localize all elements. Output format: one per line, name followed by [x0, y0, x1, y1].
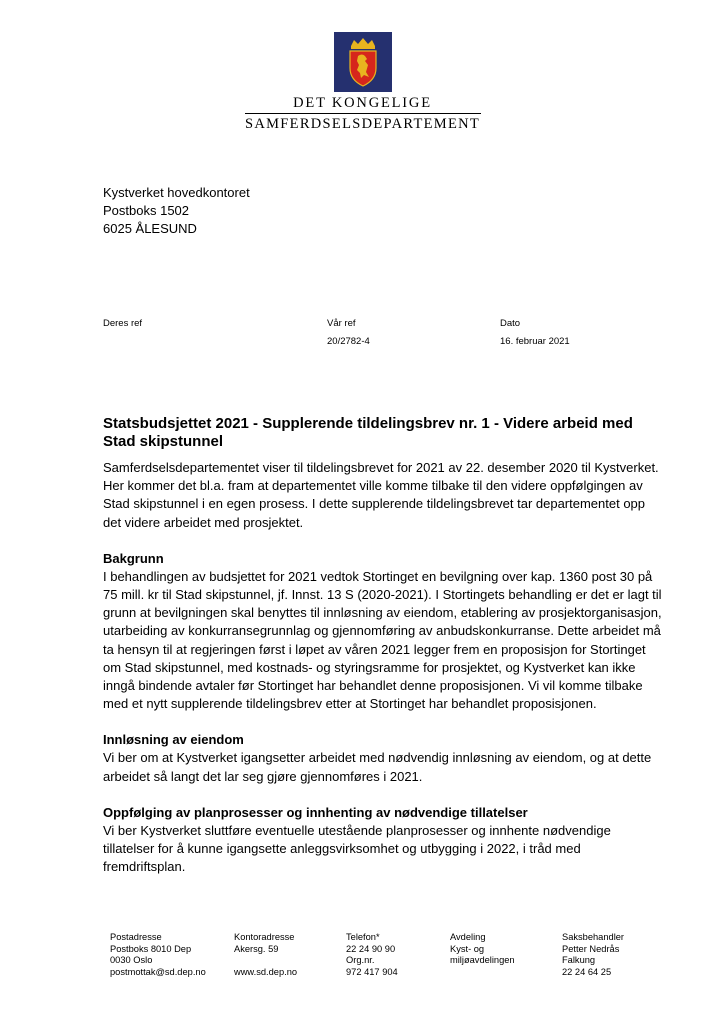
recipient-address: [103, 184, 250, 238]
section-text-planprosesser: Vi ber Kystverket sluttføre eventuelle utestående planprosesser og innhente nødvendige tillatelser for å kunne igangsette anleggsvirksomhet og utbygging i 2022, i tråd med fremdriftsplan.: [103, 822, 611, 875]
footer-telefon: [346, 932, 398, 978]
footer-telefon-label: Telefon*: [346, 932, 380, 942]
letterhead-divider: [245, 113, 481, 114]
coat-of-arms-icon: [334, 32, 392, 92]
letter-title: Statsbudsjettet 2021 - Supplerende tildelingsbrev nr. 1 - Videre arbeid med Stad skipstunnel: [103, 415, 633, 450]
footer-avdeling-line1: Kyst- og: [450, 943, 485, 954]
footer-kontoradresse: [234, 932, 297, 978]
date-value: 16. februar 2021: [500, 336, 570, 347]
section-heading-innlosning: Innløsning av eiendom: [103, 732, 244, 748]
section-heading-bakgrunn: Bakgrunn: [103, 550, 164, 566]
footer-avdeling: [450, 932, 515, 967]
date-label: Dato: [500, 318, 521, 329]
footer-website-link[interactable]: www.sd.dep.no: [234, 966, 298, 977]
recipient-postal: 6025 ÅLESUND: [103, 221, 197, 236]
department-name-line2: SAMFERDSELSDEPARTEMENT: [244, 116, 481, 132]
intro-paragraph: Samferdselsdepartementet viser til tildelingsbrevet for 2021 av 22. desember 2020 til Kystverket. Her kommer det bl.a. fram at departementet ville komme tilbake til den videre oppfølgingen av Stad skipstunnel i en egen prosess. I dette supplerende tildelingsbrevet tar departementet opp det videre arbeidet med prosjektet.: [103, 460, 659, 530]
letterhead: [0, 32, 725, 132]
footer-postadresse-line2: 0030 Oslo: [110, 955, 153, 965]
footer-saksbehandler-label: Saksbehandler: [562, 932, 625, 942]
footer-kontoradresse-label: Kontoradresse: [234, 932, 295, 942]
date-ref: [500, 318, 570, 348]
letter-body: [103, 415, 663, 876]
footer-avdeling-line2: miljøavdelingen: [450, 955, 515, 965]
section-text-bakgrunn: I behandlingen av budsjettet for 2021 vedtok Stortinget en bevilgning over kap. 1360 post 30 på 75 mill. kr til Stad skipstunnel, jf. Innst. 13 S (2020-2021). I Stortingets behandling er det er lagt til grunn at bevilgningen skal benyttes til innløsning av eiendom, etablering av prosjektorganisasjon, utarbeiding av konkurransegrunnlag og gjennomføring av anbudskonkurranse. Dette arbeidet må ta hensyn til at regjeringen først i løpet av våren 2021 legger frem en proposisjon for Stortinget om Stad skipstunnel, med kostnads- og styringsramme for prosjektet, og Kystverket kan ikke inngå bindende avtaler før Stortinget har behandlet denne proposisjonen. Vi vil komme tilbake med et nytt supplerende tildelingsbrev etter at Stortinget har behandlet proposisjonen.: [103, 568, 662, 712]
footer-saksbehandler: [562, 932, 624, 978]
section-text-innlosning: Vi ber om at Kystverket igangsetter arbeidet med nødvendig innløsning av eiendom, og at dette arbeidet så langt det lar seg gjøre gjennomføres i 2021.: [103, 750, 652, 784]
footer-orgnr-value: 972 417 904: [346, 966, 398, 977]
department-name-line1: DET KONGELIGE: [293, 95, 432, 111]
footer-postadresse-label: Postadresse: [110, 932, 162, 942]
footer-kontoradresse-spacer: [234, 955, 297, 967]
var-ref-label: Vår ref: [327, 318, 356, 329]
footer-saksbehandler-line1: Petter Nedrås: [562, 943, 620, 954]
section-heading-planprosesser: Oppfølging av planprosesser og innhenting av nødvendige tillatelser: [103, 804, 528, 820]
var-ref: [327, 318, 370, 348]
recipient-address-line: Postboks 1502: [103, 203, 190, 218]
deres-ref: [103, 318, 142, 336]
deres-ref-label: Deres ref: [103, 318, 143, 329]
footer-postadresse-line1: Postboks 8010 Dep: [110, 943, 192, 954]
footer-avdeling-label: Avdeling: [450, 932, 486, 942]
recipient-name: Kystverket hovedkontoret: [103, 185, 250, 200]
footer-saksbehandler-phone: 22 24 64 25: [562, 966, 612, 977]
var-ref-value: 20/2782-4: [327, 336, 370, 347]
footer-telefon-number: 22 24 90 90: [346, 943, 396, 954]
footer-postadresse: [110, 932, 206, 978]
footer-orgnr-label: Org.nr.: [346, 955, 375, 965]
footer-saksbehandler-line2: Falkung: [562, 955, 596, 965]
footer-kontoradresse-line1: Akersg. 59: [234, 943, 279, 954]
footer-email-link[interactable]: postmottak@sd.dep.no: [110, 966, 206, 977]
